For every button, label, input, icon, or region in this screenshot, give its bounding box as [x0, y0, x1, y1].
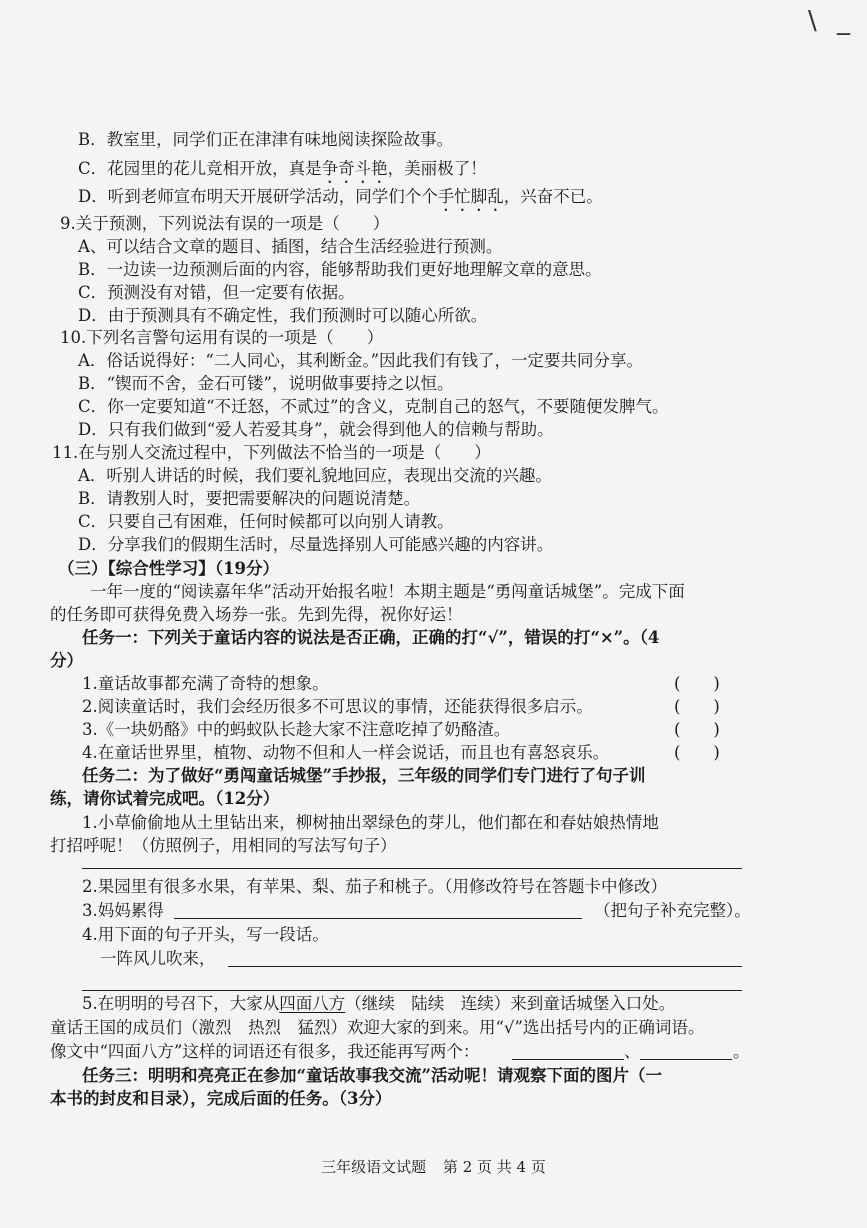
task1-item-4: 4.在童话世界里，植物、动物不但和人一样会说话，而且也有喜怒哀乐。	[82, 743, 610, 762]
task2-q4: 4.用下面的句子开头，写一段话。	[82, 925, 329, 944]
footer-subject: 三年级语文试题	[321, 1158, 427, 1176]
q10-option-b: B．“锲而不舍，金石可镂”，说明做事要持之以恒。	[78, 374, 454, 393]
task3-title-line2: 本书的封皮和目录），完成后面的任务。（3分）	[50, 1089, 392, 1108]
section-3-intro-line2: 的任务即可获得免费入场券一张。先到先得，祝你好运！	[50, 605, 463, 624]
answer-blank-4[interactable]: ( )	[674, 743, 720, 762]
task2-q3-suffix: （把句子补充完整）。	[594, 901, 751, 920]
page-footer	[0, 1156, 867, 1177]
answer-line-q4-2[interactable]	[82, 990, 742, 991]
task2-q1-line1: 1.小草偷偷地从土里钻出来，柳树抽出翠绿色的芽儿，他们都在和春姑娘热情地	[82, 813, 659, 832]
answer-line-q4-1[interactable]	[228, 966, 742, 967]
q10-option-d: D．只有我们做到“爱人若爱其身”，就会得到他人的信赖与帮助。	[78, 420, 554, 439]
task2-q2: 2.果园里有很多水果，有苹果、梨、茄子和桃子。（用修改符号在答题卡中修改）	[82, 877, 667, 896]
answer-line-q3[interactable]	[174, 918, 582, 919]
task2-title-line2: 练，请你试着完成吧。（12分）	[50, 789, 280, 808]
q10-stem: 10.下列名言警句运用有误的一项是（ ）	[60, 328, 384, 347]
section-3-heading: （三）【综合性学习】（19分）	[58, 559, 279, 578]
answer-blank-2[interactable]: ( )	[674, 697, 720, 716]
q9-option-c: C．预测没有对错，但一定要有依据。	[78, 283, 355, 302]
answer-line-q1[interactable]	[82, 868, 742, 869]
task2-q4-start: 一阵风儿吹来，	[100, 949, 216, 968]
task1-title-line1: 任务一：下列关于童话内容的说法是否正确，正确的打“√”，错误的打“×”。（4	[82, 628, 660, 647]
task1-title-line2: 分）	[50, 651, 83, 670]
q11-option-b: B．请教别人时，要把需要解决的问题说清楚。	[78, 489, 421, 508]
q10-option-a: A．俗话说得好：“二人同心，其利断金。”因此我们有钱了，一定要共同分享。	[78, 351, 644, 370]
q11-stem: 11.在与别人交流过程中，下列做法不恰当的一项是（ ）	[52, 443, 491, 462]
q10-option-c: C．你一定要知道“不迁怒，不贰过”的含义，克制自己的怒气，不要随便发脾气。	[78, 397, 669, 416]
task2-q5-separator: 、	[624, 1042, 641, 1061]
q8-option-c: C．花园里的花儿竞相开放，真是争奇斗艳，美丽极了！	[78, 159, 487, 178]
task2-q5-end: 。	[733, 1042, 750, 1061]
answer-blank-3[interactable]: ( )	[674, 720, 720, 739]
answer-line-q5-2[interactable]	[640, 1059, 732, 1060]
q11-option-c: C．只要自己有困难，任何时候都可以向别人请教。	[78, 512, 454, 531]
task1-item-2: 2.阅读童话时，我们会经历很多不可思议的事情，还能获得很多启示。	[82, 697, 593, 716]
task1-item-1: 1.童话故事都充满了奇特的想象。	[82, 674, 329, 693]
task2-q3-prefix: 3.妈妈累得	[82, 901, 164, 920]
footer-page-number: 第 2 页 共 4 页	[442, 1158, 546, 1176]
task2-q1-line2: 打招呼呢！（仿照例子，用相同的写法写句子）	[50, 836, 397, 855]
task2-q5-line2: 童话王国的成员们（激烈 热烈 猛烈）欢迎大家的到来。用“√”选出括号内的正确词语。	[50, 1018, 705, 1037]
task2-q5-line1: 5.在明明的号召下，大家从四面八方（继续 陆续 连续）来到童话城堡入口处。	[82, 994, 676, 1013]
q9-option-b: B．一边读一边预测后面的内容，能够帮助我们更好地理解文章的意思。	[78, 260, 602, 279]
q9-stem: 9.关于预测，下列说法有误的一项是（ ）	[60, 214, 390, 233]
q11-option-a: A．听别人讲话的时候，我们要礼貌地回应，表现出交流的兴趣。	[78, 466, 552, 485]
answer-line-q5-1[interactable]	[512, 1059, 624, 1060]
q8-option-d: D．听到老师宣布明天开展研学活动，同学们个个手忙脚乱，兴奋不已。	[78, 187, 603, 206]
answer-blank-1[interactable]: ( )	[674, 674, 720, 693]
q8-option-b: B．教室里，同学们正在津津有味地阅读探险故事。	[78, 130, 454, 149]
section-3-intro-line1: 一年一度的“阅读嘉年华”活动开始报名啦！本期主题是“勇闯童话城堡”。完成下面	[90, 582, 685, 601]
q9-option-d: D．由于预测具有不确定性，我们预测时可以随心所欲。	[78, 306, 488, 325]
task3-title-line1: 任务三：明明和亮亮正在参加“童话故事我交流”活动呢！请观察下面的图片（一	[82, 1066, 662, 1085]
task2-title-line1: 任务二：为了做好“勇闯童话城堡”手抄报，三年级的同学们专门进行了句子训	[82, 766, 646, 785]
corner-mark: \ _	[808, 6, 857, 36]
task2-q5-line3-prefix: 像文中“四面八方”这样的词语还有很多，我还能再写两个：	[50, 1042, 480, 1061]
q9-option-a: A、可以结合文章的题目、插图，结合生活经验进行预测。	[78, 237, 503, 256]
q11-option-d: D．分享我们的假期生活时，尽量选择别人可能感兴趣的内容讲。	[78, 535, 554, 554]
task1-item-3: 3.《一块奶酪》中的蚂蚁队长趁大家不注意吃掉了奶酪渣。	[82, 720, 511, 739]
